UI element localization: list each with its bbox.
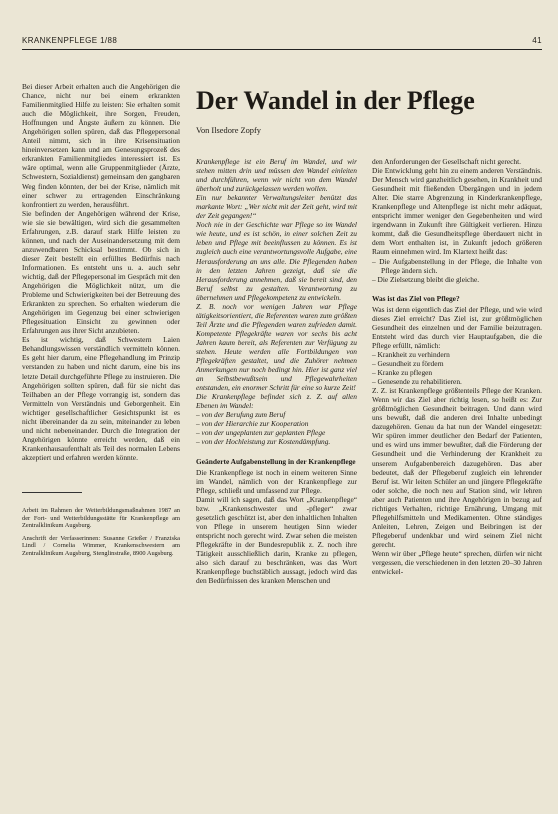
byline: Von Ilsedore Zopfy (196, 126, 261, 135)
paragraph: Bei dieser Arbeit erhalten auch die Angehörigen die Chance, nicht nur bei einem erkrankten Familienmitglied Hilfe zu leisten: Sie erhalten somit auch die Möglichkeit, ihre Sorgen, Freuden, Hoffnungen und Ängste äußern zu können. Die Angehörigen sollen spüren, daß das Pflegepersonal Anteil nimmt, sich in ihre Krisensituation hineinversetzen kann und am Genesungsprozeß des erkrankten Familienmitgliedes interessiert ist. Es wäre optimal, wenn alle Gruppenmitglieder (Ärzte, Schwestern, Sozialdienst) gemeinsam den gangbaren Weg finden könnten, der bei der Krise, nämlich mit einer schwer zu ertragenden Einschränkung konfrontiert zu werden, herausführt. (22, 82, 180, 209)
intro-paragraph: Die Krankenpflege befindet sich z. Z. auf allen Ebenen im Wandel: (196, 392, 357, 411)
paragraph: Was ist denn eigentlich das Ziel der Pflege, und wie wird dieses Ziel erreicht? Das Ziel ist, zur größtmöglichen Gesundheit des einzelnen und der Familie beizutragen. Entsteht wird das durch vier Hauptaufgaben, die die Pflege erfüllt, nämlich: (372, 304, 542, 350)
list-item: – Gesundheit zu fördern (372, 358, 444, 368)
column-left (22, 82, 180, 558)
column-right (372, 157, 542, 576)
list-item: – von der Hochleistung zur Kostendämpfung. (196, 437, 331, 447)
article-title: Der Wandel in der Pflege (196, 86, 475, 115)
journal-name: KRANKENPFLEGE 1/88 (22, 36, 118, 45)
list-item: – von der ungeplanten zur geplanten Pflege (196, 428, 326, 438)
intro-paragraph: Noch nie in der Geschichte war Pflege so im Wandel wie heute, und es ist schön, in einer solchen Zeit zu leben und Pflege mit beeinflussen zu können. Es ist zugleich auch eine verantwortungsvolle Aufgabe, eine Herausforderung an uns alle. Die Pflegenden haben in den letzten Jahren gezeigt, daß sie die Herausforderung annehmen, daß sie bereit sind, den Beruf selbst zu gestalten. Verantwortung zu übernehmen und Pflegekompetenz zu entwickeln. (196, 220, 357, 302)
section-heading: Geänderte Aufgabenstellung in der Krankenpflege (196, 456, 356, 466)
paragraph: Damit will ich sagen, daß das Wort „Krankenpflege“ bzw. „Krankenschwester und -pfleger“ zwar gesetzlich geschützt ist, aber den inhaltlichen Inhalten von Pflege in unserem heutigen Sinn wieder entspricht noch gerecht wird. Zwar sehen die meisten Pflegekräfte in der Bundesrepublik z. Z. noch ihre Tätigkeit ausschließlich darin, Kranke zu pflegen, also sich darauf zu beschränken, was das Wort Krankenpflege buchstäblich aussagt, jedoch wird das den Bedürfnissen des kranken Menschen und (196, 494, 357, 586)
paragraph: Wenn wir über „Pflege heute“ sprechen, dürfen wir nicht vergessen, die verschiedenen in den letzten 20–30 Jahren entwickel- (372, 548, 542, 577)
paragraph: Die Entwicklung geht hin zu einem anderen Verständnis. Der Mensch wird ganzheitlich gesehen, in Krankheit und Gesundheit mit fließenden Übergängen und in jedem Alter. Die starre Abgrenzung in Kinderkrankenpflege, Krankenpflege und Altenpflege ist nicht mehr adäquat, entspricht immer weniger den Gegebenheiten und wird irgendwann in Zukunft ihre Gültigkeit verlieren. Hinzu kommt, daß die Gesundheitspflege überdauert nicht in dem Wort enthalten ist, in Zukunft jedoch größeren Raum einnehmen wird. Im Klartext heißt das: (372, 166, 542, 257)
list-item: – Genesende zu rehabilitieren. (372, 377, 462, 387)
author-address: Anschrift der Verfasserinnen: Susanne Grießer / Franziska Lindl / Cornelia Wimmer, Krankenschwestern am Zentralklinikum Augsburg, Stenglinstraße, 8900 Augsburg. (22, 534, 180, 557)
running-header (22, 34, 542, 48)
column-middle (196, 157, 357, 585)
header-rule (22, 49, 542, 50)
footnote-rule (22, 492, 82, 493)
tasks-list (372, 350, 542, 386)
summary-list (372, 257, 542, 284)
list-item: – Die Zielsetzung bleibt die gleiche. (372, 274, 480, 284)
paragraph: Es ist wichtig, daß Schwestern Laien Behandlungswissen verständlich vermitteln können. Es geht hier darum, eine Pflegehandlung im Prinzip verstanden zu haben und nicht darum, eine bis ins letzte Detail durchgeführte Pflege zu instruieren. Die Angehörigen sollten spüren, daß für sie nicht das Teilhaben an der Pflege vorrangig ist, sondern das Vermitteln von Verständnis und Geborgenheit. Ein wichtiger gesellschaftlicher Gesichtspunkt ist es nicht übereinander da zu sein, miteinander zu leben und nicht nebeneinander. Durch die Integration der Angehörigen könnte erreicht werden, daß ein Krankenhausaufenthalt als Teil des normalen Lebens akzeptiert und erfahren werden könnte. (22, 335, 180, 462)
paragraph: Z. Z. ist Krankenpflege größtenteils Pflege der Kranken. Wenn wir das Ziel aber richtig lesen, so heißt es: Zur größtmöglichen Gesundheit beitragen. Und dann wird uns bewußt, daß die anderen drei Inhalte unbedingt dazugehören. Genau da hat nun der Wandel eingesetzt: Wir spüren immer deutlicher den Bedarf der Patienten, und es wird uns immer bewußter, daß die Förderung der Gesundheit und die Verhinderung der Krankheit zu unserem Aufgabenbereich dazugehören. Das aber bedeutet, daß der Pflegeberuf zugleich ein lehrender Beruf ist. Wir leiten Schüler an und jüngere Pflegekräfte oder solche, die noch neu auf Station sind, wir lehren aber auch Patienten und ihre Angehörigen in bezug auf richtiges Verhalten, richtige Ernährung, Umgang mit Pflegehilfsmitteln und Medikamenten. Ohne ständiges Anleiten, Lehren, Zeigen und Beibringen ist der Pflegeberuf undenkbar und wird seinem Ziel nicht gerecht. (372, 386, 542, 549)
list-item: – Die Aufgabenstellung in der Pflege, die Inhalte von Pflege ändern sich. (372, 256, 542, 275)
paragraph: Die Krankenpflege ist noch in einem weiteren Sinne im Wandel, nämlich von der Krankenpflege zur Pflege, schließt und umfassend zur Pflege. (196, 467, 357, 495)
paragraph: den Anforderungen der Gesellschaft nicht gerecht. (372, 157, 521, 166)
change-list (196, 410, 357, 446)
intro-paragraph: Z. B. noch vor wenigen Jahren war Pflege tätigkeitsorientiert, die Referenten waren zum größten Teil Ärzte und die Pflegenden waren zufrieden damit. Kompetente Pflegekräfte waren vor sechs bis acht Jahren kaum bereit, als Referenten zur Verfügung zu stehen. Heute werden alle Fortbildungen von Pflegekräften gestaltet, und die Zuhörer nehmen Anmerkungen nur noch bedingt hin. Hier ist ganz viel an Selbstbewußtsein und Pflegewahrheiten entstanden, ein enormer Schritt für eine so kurze Zeit! (196, 301, 357, 393)
paragraph: Sie befinden der Angehörigen während der Krise, wie sie sie bewältigen, wird sich die gesammelten Erfahrungen, z.B. darauf stark Hilfe leisten zu können, und nach der Auseinandersetzung mit dem anzuwendbaren Schicksal bestimmt. Ob sich in dieser Zeit bestellt ein erfülltes Bedürfnis nach Informationen. Es entsteht uns u. a. auch sehr wichtig, daß der Pflegepersonal im Gespräch mit den Angehörigen die Möglichkeit nützt, um die Probleme und Schwierigkeiten bei der Betreuung des Erkrankten zu sprechen. So erhalten wiederum die Angehörigen im Gegenzug bei einer schwierigen Pflegesituation Einsicht zu gewinnen oder Erfahrungen aus ihrer Sicht anzubieten. (22, 208, 180, 336)
page-number: 41 (532, 36, 542, 45)
footnote: Arbeit im Rahmen der Weiterbildungsmaßnahmen 1987 an der Fort- und Weiterbildungsstätte für Krankenpflege am Zentralklinikum Augsburg. (22, 506, 180, 530)
list-item: – von der Berufung zum Beruf (196, 410, 286, 420)
list-item: – von der Hierarchie zur Kooperation (196, 419, 309, 429)
section-heading: Was ist das Ziel von Pflege? (372, 293, 460, 303)
list-item: – Krankheit zu verhindern (372, 349, 450, 359)
intro-block (196, 157, 357, 447)
intro-paragraph: Krankenpflege ist ein Beruf im Wandel, und wir stehen mitten drin und müssen den Wandel einleiten und durchführen, wenn wir nicht von dem Wandel überholt und zurückgelassen werden wollen. (196, 157, 357, 194)
list-item: – Kranke zu pflegen (372, 368, 433, 378)
intro-paragraph: Ein nur bekannter Verwaltungsleiter benützt das markante Wort: „Wer nicht mit der Zeit geht, wird mit der Zeit gegangen!“ (196, 193, 357, 221)
